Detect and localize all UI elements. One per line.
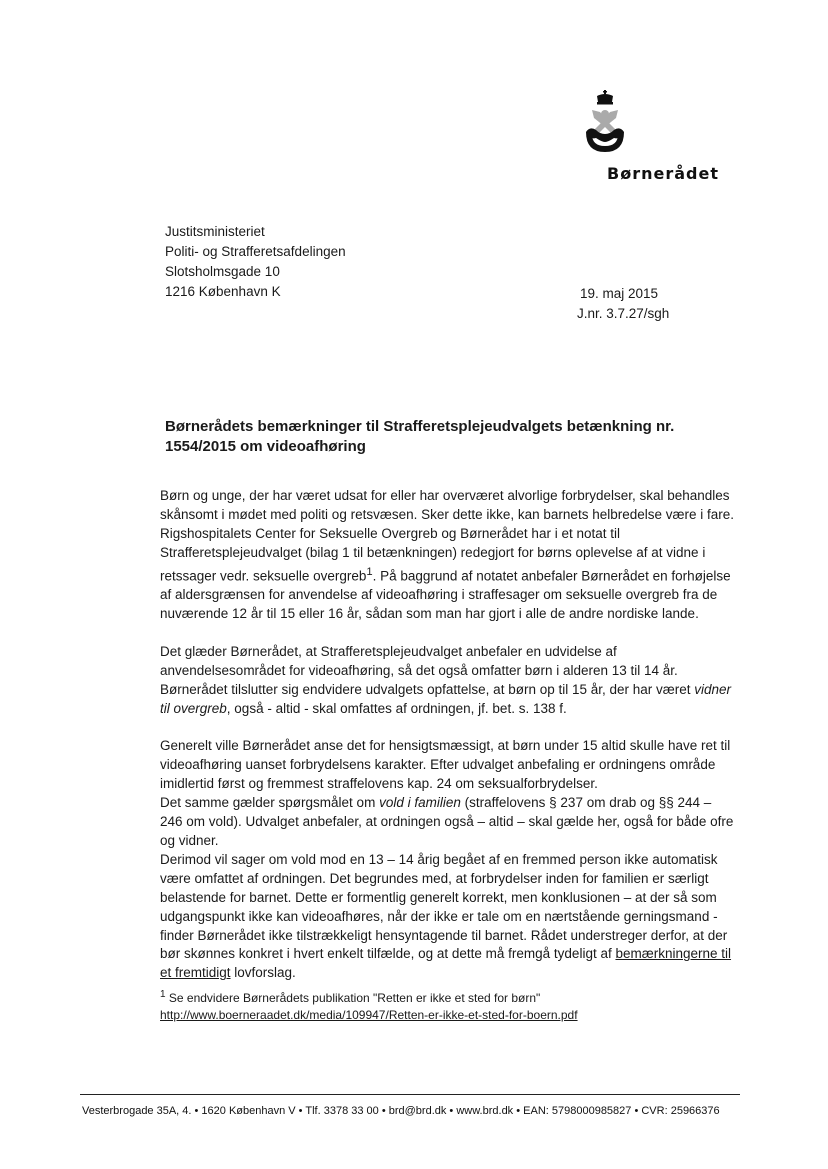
borneraadet-logo-icon [580, 88, 640, 158]
footnote-ref: 1 [366, 565, 373, 578]
document-title: Børnerådets bemærkninger til Strafferetsplejeudvalgets betænkning nr. 1554/2015 om videoafhøring [165, 418, 675, 455]
paragraph: Børnerådet tilslutter sig endvidere udvalgets opfattelse, at børn op til 15 år, der har været vidner til overgreb, også - altid - skal omfattes af ordningen, jf. bet. s. 138 f. [160, 681, 732, 716]
recipient-line: Politi- og Strafferetsafdelingen [165, 244, 346, 259]
recipient-line: Justitsministeriet [165, 224, 265, 239]
letter-date: 19. maj 2015 [580, 286, 659, 301]
footnote: $^1$ Se endvidere Børnerådets publikation "Retten er ikke et sted for børn" http://www.boerneraadet.dk/media/109947/Retten-er-ikke-et-sted-for-boern.pdf [160, 986, 735, 1024]
journal-number: J.nr. 3.7.27/sgh [577, 306, 670, 321]
paragraph: Det samme gælder spørgsmålet om vold i familien (straffelovens § 237 om drab og §§ 244 – 246 om vold). Udvalget anbefaler, at ordningen også – altid – skal gælde her, også for både ofre og vidner. [160, 795, 734, 848]
letter-meta [577, 284, 670, 324]
paragraph: Generelt ville Børnerådet anse det for hensigtsmæssigt, at børn under 15 altid skulle have ret til videoafhøring uanset forbrydelsens karakter. Efter udvalget anbefaling er ordningens område imidlertid først og fremmest straffelovens kap. 24 om seksualforbrydelser. [160, 738, 731, 792]
paragraph: Det glæder Børnerådet, at Strafferetsplejeudvalget anbefaler en udvidelse af anvendelsesområdet for videoafhøring, så det også omfatter børn i alderen 13 til 14 år. [160, 643, 678, 678]
footer-contact: Vesterbrogade 35A, 4. • 1620 København V • Tlf. 3378 33 00 • brd@brd.dk • www.brd.dk • EAN: 5798000985827 • CVR: 25966376 [82, 1105, 720, 1117]
recipient-line: Slotsholmsgade 10 [165, 264, 280, 279]
footnote-link[interactable]: http://www.boerneraadet.dk/media/109947/Retten-er-ikke-et-sted-for-boern.pdf [160, 1008, 578, 1023]
recipient-line: 1216 København K [165, 284, 281, 299]
brand-name: Børnerådet [607, 164, 719, 183]
letter-body [160, 487, 735, 1024]
footer-divider [80, 1094, 740, 1095]
paragraph: Derimod vil sager om vold mod en 13 – 14 årig begået af en fremmed person ikke automatisk være omfattet af ordningen. Det begrundes med, at forbrydelser inden for familien er særligt belastende for barnet. Dette er formentlig generelt korrekt, men konklusionen – at der så som udgangspunkt ikke kan videoafhøres, når der ikke er tale om en nærtstående gerningsmand - finder Børnerådet ikke tilstrækkeligt hensyntagende til barnet. Rådet understreger derfor, at der bør skønnes konkret i hvert enkelt tilfælde, og at dette må fremgå tydeligt af bemærkningerne til et fremtidigt lovforslag. [160, 851, 732, 981]
paragraph: Rigshospitalets Center for Seksuelle Overgreb og Børnerådet har i et notat til Strafferetsplejeudvalget (bilag 1 til betænkningen) redegjort for børns oplevelse af at vidne i retssager vedr. seksuelle overgreb$^1$. På baggrund af notatet anbefaler Børnerådet en forhøjelse af aldersgrænsen for anvendelse af videoafhøring i straffesager om seksuelle overgreb fra de nuværende 12 år til 15 eller 16 år, sådan som man har gjort i alle de andre nordiske lande. [160, 525, 731, 621]
recipient-address [165, 222, 346, 302]
paragraph: Børn og unge, der har været udsat for eller har overværet alvorlige forbrydelser, skal behandles skånsomt i mødet med politi og retsvæsen. Sker dette ikke, kan barnets helbredelse være i fare. [160, 488, 735, 522]
